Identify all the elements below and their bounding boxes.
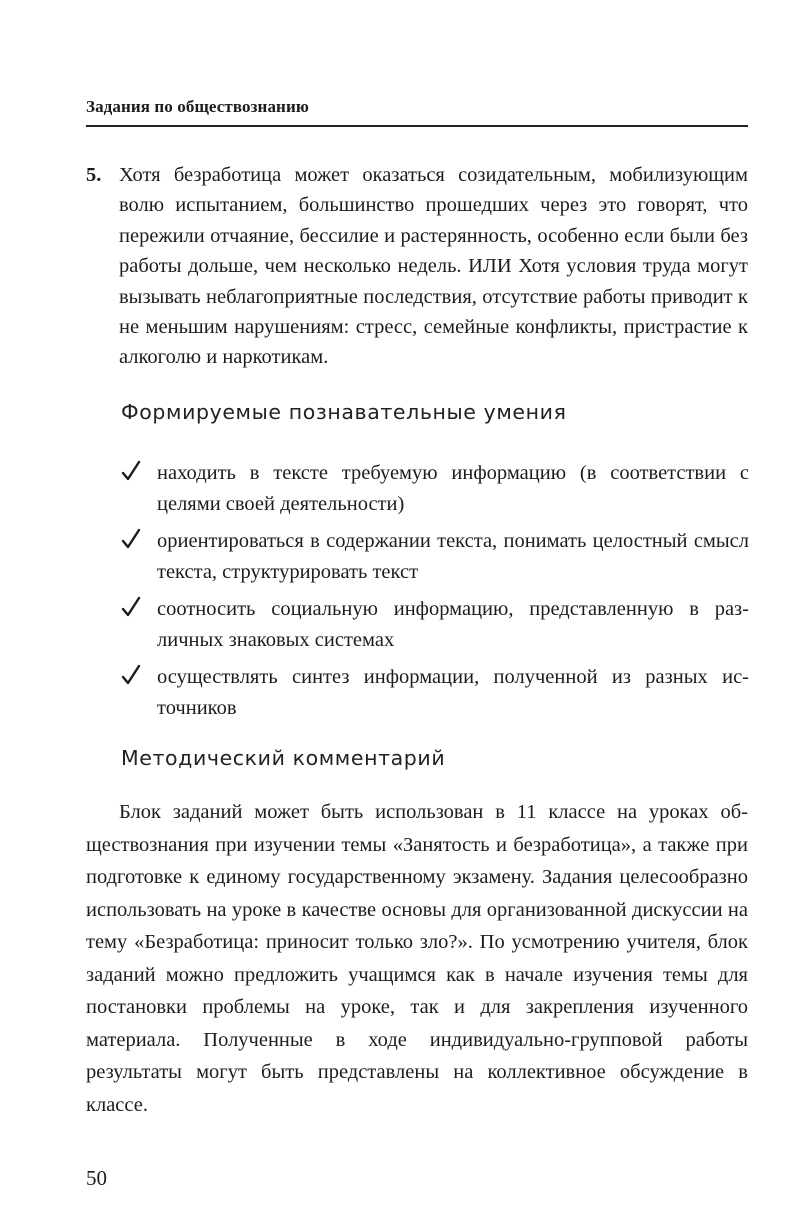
checkmark-icon [121, 596, 141, 618]
running-header: Задания по обществознанию [86, 97, 309, 116]
checkmark-icon [121, 528, 141, 550]
comment-heading: Методический комментарий [121, 746, 446, 770]
task-text: Хотя безработица может оказаться созидательным, мобилизующим волю испытанием, большинство прошедших через это говорят, что пережили отчаяние, бессилие и растерянность, особенно если были без работы дольше, чем несколько недель. ИЛИ Хотя условия труда могут вызывать неблагоприятные последствия, отсутствие работы приводит к не меньшим нарушениям: стресс, семейные конфликты, пристрастие к алкоголю и наркотикам. [119, 164, 748, 369]
skill-text: соотносить социальную информацию, представленную в различных знаковых системах [157, 598, 749, 651]
skill-item [121, 526, 749, 588]
checkmark-icon [121, 664, 141, 686]
skills-list [121, 458, 749, 730]
page-number: 50 [86, 1166, 107, 1190]
skill-item [121, 662, 749, 724]
skill-item [121, 594, 749, 656]
comment-paragraph: Блок заданий может быть использован в 11 классе на уроках обществознания при изучении темы «Занятость и безработица», а также при подготовке к единому государственному экзамену. Задания целесообразно использовать на уроке в качестве основы для организованной дискуссии на тему «Безработица: приносит только зло?». По усмотрению учителя, блок заданий можно предложить учащимся как в начале изучения темы для постановки проблемы на уроке, так и для закрепления изученного материала. Полученные в ходе индивидуально-групповой работы результаты могут быть представлены на коллективное обсуждение в классе. [86, 801, 748, 1116]
skill-text: осуществлять синтез информации, полученной из разных источников [157, 666, 749, 719]
checkmark-icon [121, 460, 141, 482]
skills-heading: Формируемые познавательные умения [121, 400, 567, 424]
skill-text: находить в тексте требуемую информацию (в соответствии с целями своей деятельности) [157, 462, 749, 515]
skill-item [121, 458, 749, 520]
task-number: 5. [86, 164, 102, 186]
header-rule [86, 125, 748, 127]
task-block [86, 160, 748, 373]
skill-text: ориентироваться в содержании текста, понимать целостный смысл текста, структурировать текст [157, 530, 749, 583]
